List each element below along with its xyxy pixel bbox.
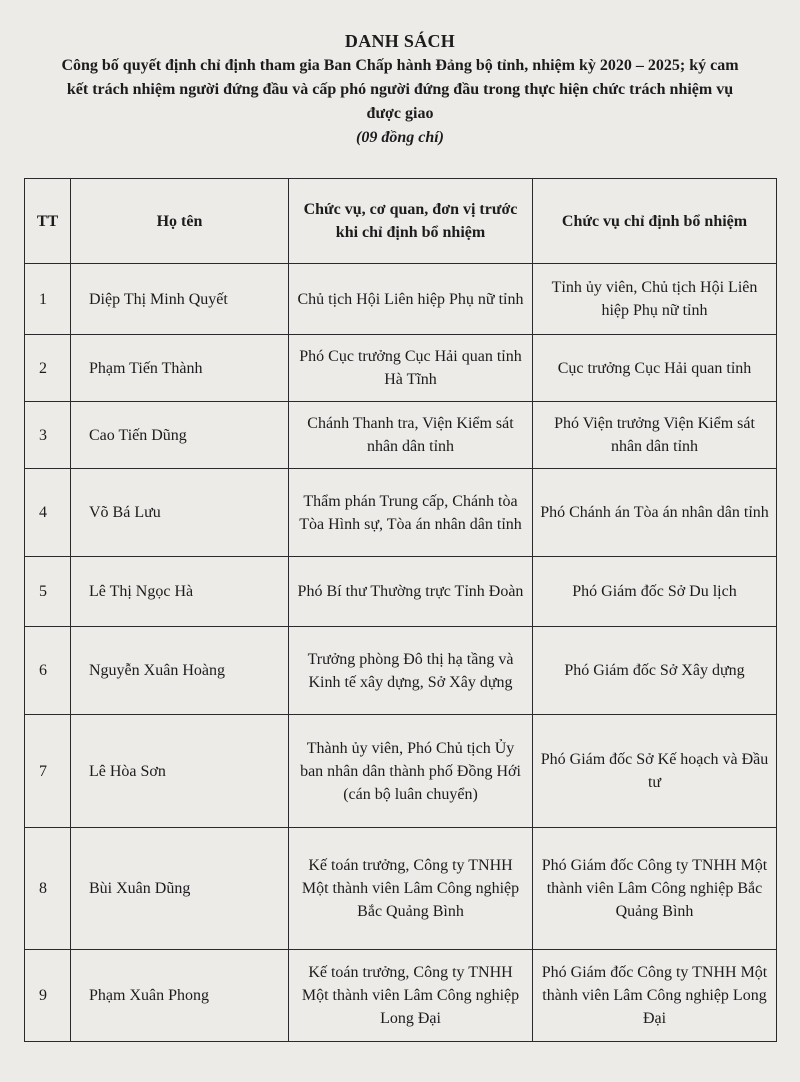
row-number: 5 <box>25 557 71 627</box>
appointed-position: Phó Giám đốc Sở Xây dựng <box>533 627 777 715</box>
table-row <box>25 715 777 828</box>
person-name: Bùi Xuân Dũng <box>71 828 289 950</box>
column-header-after: Chức vụ chỉ định bổ nhiệm <box>533 179 777 264</box>
row-number: 3 <box>25 402 71 469</box>
document-title: DANH SÁCH <box>344 31 456 51</box>
appointed-position: Phó Chánh án Tòa án nhân dân tỉnh <box>533 469 777 557</box>
appointed-position: Phó Giám đốc Công ty TNHH Một thành viên Lâm Công nghiệp Long Đại <box>533 950 777 1042</box>
person-name: Lê Hòa Sơn <box>71 715 289 828</box>
appointment-table <box>24 178 777 1042</box>
previous-position: Kế toán trưởng, Công ty TNHH Một thành viên Lâm Công nghiệp Long Đại <box>289 950 533 1042</box>
document-count: (09 đồng chí) <box>356 129 444 146</box>
appointed-position: Phó Giám đốc Sở Kế hoạch và Đầu tư <box>533 715 777 828</box>
row-number: 4 <box>25 469 71 557</box>
row-number: 9 <box>25 950 71 1042</box>
previous-position: Kế toán trưởng, Công ty TNHH Một thành viên Lâm Công nghiệp Bắc Quảng Bình <box>289 828 533 950</box>
previous-position: Chánh Thanh tra, Viện Kiểm sát nhân dân tỉnh <box>289 402 533 469</box>
row-number: 6 <box>25 627 71 715</box>
table-header-row <box>25 179 777 264</box>
table-row <box>25 264 777 335</box>
table-row <box>25 469 777 557</box>
appointed-position: Phó Viện trưởng Viện Kiểm sát nhân dân tỉnh <box>533 402 777 469</box>
row-number: 7 <box>25 715 71 828</box>
person-name: Võ Bá Lưu <box>71 469 289 557</box>
table-row <box>25 402 777 469</box>
previous-position: Phó Cục trưởng Cục Hải quan tỉnh Hà Tĩnh <box>289 335 533 402</box>
appointed-position: Phó Giám đốc Sở Du lịch <box>533 557 777 627</box>
appointed-position: Cục trưởng Cục Hải quan tỉnh <box>533 335 777 402</box>
row-number: 1 <box>25 264 71 335</box>
previous-position: Thẩm phán Trung cấp, Chánh tòa Tòa Hình sự, Tòa án nhân dân tỉnh <box>289 469 533 557</box>
person-name: Nguyễn Xuân Hoàng <box>71 627 289 715</box>
table-row <box>25 828 777 950</box>
table-row <box>25 557 777 627</box>
person-name: Cao Tiến Dũng <box>71 402 289 469</box>
table-row <box>25 627 777 715</box>
document-header <box>40 30 760 150</box>
previous-position: Phó Bí thư Thường trực Tỉnh Đoàn <box>289 557 533 627</box>
person-name: Lê Thị Ngọc Hà <box>71 557 289 627</box>
previous-position: Thành ủy viên, Phó Chủ tịch Ủy ban nhân dân thành phố Đồng Hới (cán bộ luân chuyển) <box>289 715 533 828</box>
person-name: Phạm Tiến Thành <box>71 335 289 402</box>
table-row <box>25 335 777 402</box>
person-name: Diệp Thị Minh Quyết <box>71 264 289 335</box>
appointed-position: Phó Giám đốc Công ty TNHH Một thành viên Lâm Công nghiệp Bắc Quảng Bình <box>533 828 777 950</box>
table-row <box>25 950 777 1042</box>
person-name: Phạm Xuân Phong <box>71 950 289 1042</box>
row-number: 2 <box>25 335 71 402</box>
previous-position: Chủ tịch Hội Liên hiệp Phụ nữ tỉnh <box>289 264 533 335</box>
column-header-name: Họ tên <box>71 179 289 264</box>
appointed-position: Tỉnh ủy viên, Chủ tịch Hội Liên hiệp Phụ nữ tỉnh <box>533 264 777 335</box>
column-header-before: Chức vụ, cơ quan, đơn vị trước khi chỉ định bổ nhiệm <box>289 179 533 264</box>
row-number: 8 <box>25 828 71 950</box>
previous-position: Trưởng phòng Đô thị hạ tầng và Kinh tế xây dựng, Sở Xây dựng <box>289 627 533 715</box>
column-header-tt: TT <box>25 179 71 264</box>
document-subtitle: Công bố quyết định chỉ định tham gia Ban Chấp hành Đảng bộ tỉnh, nhiệm kỳ 2020 – 2025; ký cam kết trách nhiệm người đứng đầu và cấp phó người đứng đầu trong thực hiện chức trách nhiệm vụ được giao <box>61 57 739 122</box>
